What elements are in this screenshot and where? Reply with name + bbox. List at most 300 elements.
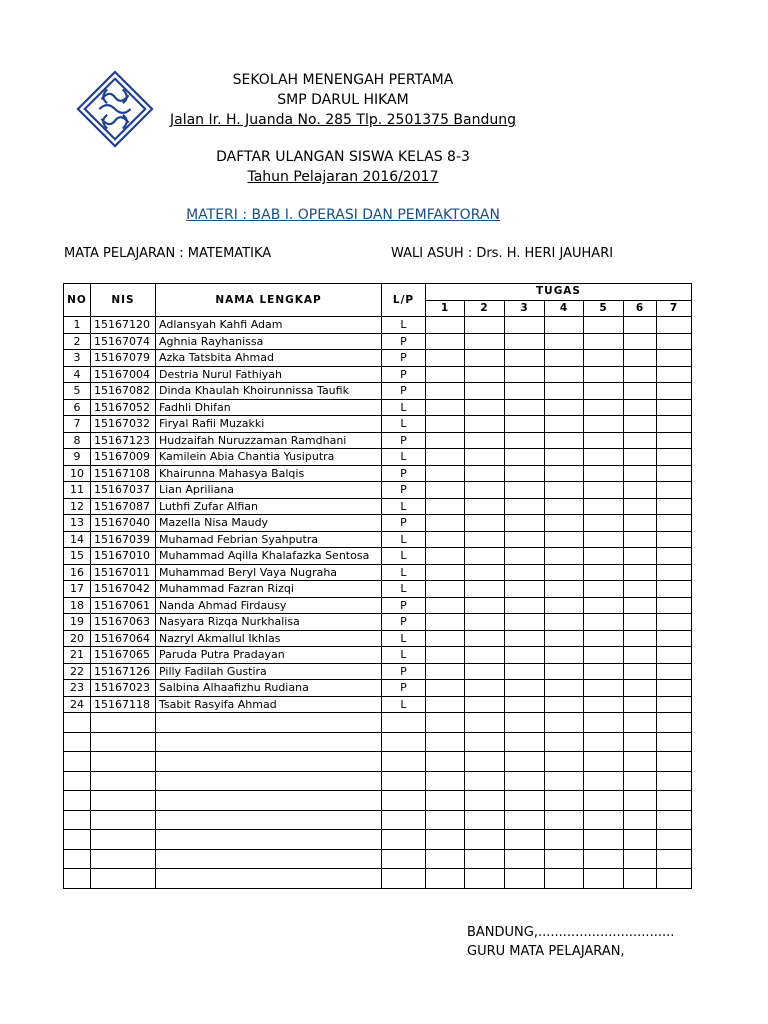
empty-cell [426, 791, 465, 811]
cell-nis: 15167079 [91, 350, 156, 367]
header-tugas-col: 4 [545, 300, 584, 317]
cell-nis: 15167087 [91, 498, 156, 515]
cell-tugas [545, 350, 584, 367]
empty-row [64, 713, 692, 733]
cell-tugas [505, 614, 545, 631]
cell-tugas [657, 564, 692, 581]
cell-nis: 15167023 [91, 680, 156, 697]
empty-cell [91, 732, 156, 752]
empty-cell [505, 791, 545, 811]
cell-tugas [624, 548, 657, 565]
cell-name: Pilly Fadilah Gustira [156, 663, 382, 680]
cell-tugas [584, 350, 624, 367]
cell-tugas [426, 614, 465, 631]
cell-tugas [657, 317, 692, 334]
cell-tugas [426, 647, 465, 664]
cell-nis: 15167082 [91, 383, 156, 400]
cell-nis: 15167032 [91, 416, 156, 433]
empty-cell [64, 752, 91, 772]
cell-gender: P [382, 333, 426, 350]
cell-gender: L [382, 548, 426, 565]
cell-nis: 15167118 [91, 696, 156, 713]
cell-gender: P [382, 482, 426, 499]
header-tugas-col: 5 [584, 300, 624, 317]
cell-tugas [584, 399, 624, 416]
cell-gender: L [382, 581, 426, 598]
cell-tugas [657, 366, 692, 383]
cell-gender: L [382, 399, 426, 416]
cell-gender: L [382, 630, 426, 647]
cell-tugas [545, 482, 584, 499]
cell-tugas [465, 647, 505, 664]
cell-tugas [545, 383, 584, 400]
cell-tugas [584, 498, 624, 515]
cell-tugas [624, 663, 657, 680]
empty-cell [584, 869, 624, 889]
cell-gender: P [382, 614, 426, 631]
table-row [64, 515, 692, 532]
cell-tugas [505, 696, 545, 713]
school-header [140, 70, 546, 130]
empty-cell [657, 791, 692, 811]
cell-tugas [545, 696, 584, 713]
cell-gender: P [382, 383, 426, 400]
cell-tugas [505, 515, 545, 532]
cell-no: 16 [64, 564, 91, 581]
cell-tugas [545, 548, 584, 565]
cell-tugas [465, 597, 505, 614]
empty-cell [91, 810, 156, 830]
empty-cell [91, 771, 156, 791]
empty-cell [156, 830, 382, 850]
cell-tugas [426, 630, 465, 647]
cell-name: Destria Nurul Fathiyah [156, 366, 382, 383]
table-row [64, 432, 692, 449]
cell-tugas [426, 416, 465, 433]
cell-tugas [584, 449, 624, 466]
homeroom-label: WALI ASUH : Drs. H. HERI JAUHARI [391, 246, 614, 261]
cell-tugas [545, 449, 584, 466]
cell-tugas [545, 680, 584, 697]
empty-cell [624, 752, 657, 772]
header-tugas-col: 3 [505, 300, 545, 317]
table-row [64, 564, 692, 581]
empty-cell [505, 752, 545, 772]
cell-tugas [624, 515, 657, 532]
cell-name: Nanda Ahmad Firdausy [156, 597, 382, 614]
cell-nis: 15167126 [91, 663, 156, 680]
cell-tugas [426, 350, 465, 367]
cell-nis: 15167061 [91, 597, 156, 614]
table-row [64, 449, 692, 466]
table-row [64, 531, 692, 548]
cell-tugas [624, 581, 657, 598]
cell-tugas [465, 449, 505, 466]
cell-tugas [624, 399, 657, 416]
empty-cell [156, 732, 382, 752]
cell-tugas [426, 449, 465, 466]
cell-no: 20 [64, 630, 91, 647]
empty-cell [156, 810, 382, 830]
cell-tugas [465, 366, 505, 383]
cell-tugas [505, 333, 545, 350]
cell-name: Muhammad Aqilla Khalafazka Sentosa [156, 548, 382, 565]
empty-cell [624, 732, 657, 752]
table-row [64, 548, 692, 565]
cell-tugas [584, 597, 624, 614]
cell-name: Muhammad Fazran Rizqi [156, 581, 382, 598]
cell-tugas [657, 548, 692, 565]
header-tugas-col: 2 [465, 300, 505, 317]
table-row [64, 350, 692, 367]
cell-tugas [584, 416, 624, 433]
cell-tugas [465, 432, 505, 449]
cell-gender: P [382, 663, 426, 680]
empty-cell [584, 752, 624, 772]
table-row [64, 465, 692, 482]
empty-cell [426, 771, 465, 791]
empty-cell [426, 849, 465, 869]
empty-cell [545, 810, 584, 830]
empty-cell [545, 869, 584, 889]
cell-tugas [465, 498, 505, 515]
empty-cell [584, 713, 624, 733]
cell-tugas [426, 564, 465, 581]
cell-no: 9 [64, 449, 91, 466]
cell-tugas [584, 663, 624, 680]
cell-tugas [465, 333, 505, 350]
cell-name: Luthfi Zufar Alfian [156, 498, 382, 515]
cell-tugas [657, 597, 692, 614]
cell-tugas [465, 383, 505, 400]
cell-gender: L [382, 564, 426, 581]
cell-tugas [426, 581, 465, 598]
table-row [64, 581, 692, 598]
cell-tugas [624, 465, 657, 482]
cell-tugas [465, 548, 505, 565]
cell-tugas [624, 680, 657, 697]
cell-no: 6 [64, 399, 91, 416]
signature-teacher: GURU MATA PELAJARAN, [467, 944, 625, 959]
empty-cell [426, 732, 465, 752]
cell-tugas [505, 449, 545, 466]
cell-nis: 15167042 [91, 581, 156, 598]
cell-gender: P [382, 680, 426, 697]
cell-tugas [465, 416, 505, 433]
cell-name: Tsabit Rasyifa Ahmad [156, 696, 382, 713]
cell-name: Firyal Rafii Muzakki [156, 416, 382, 433]
cell-tugas [426, 696, 465, 713]
cell-tugas [545, 498, 584, 515]
cell-tugas [505, 498, 545, 515]
cell-tugas [426, 531, 465, 548]
cell-tugas [624, 531, 657, 548]
cell-tugas [426, 432, 465, 449]
empty-cell [465, 732, 505, 752]
cell-name: Muhammad Beryl Vaya Nugraha [156, 564, 382, 581]
cell-tugas [505, 597, 545, 614]
empty-cell [382, 869, 426, 889]
cell-no: 22 [64, 663, 91, 680]
empty-cell [545, 849, 584, 869]
header-no: NO [64, 284, 91, 317]
cell-nis: 15167004 [91, 366, 156, 383]
cell-name: Azka Tatsbita Ahmad [156, 350, 382, 367]
empty-cell [64, 713, 91, 733]
cell-nis: 15167120 [91, 317, 156, 334]
cell-gender: P [382, 465, 426, 482]
cell-nis: 15167040 [91, 515, 156, 532]
cell-tugas [505, 383, 545, 400]
signature-city: BANDUNG,................................. [467, 925, 675, 940]
cell-tugas [545, 564, 584, 581]
empty-row [64, 732, 692, 752]
cell-no: 21 [64, 647, 91, 664]
cell-gender: L [382, 531, 426, 548]
cell-name: Adlansyah Kahfi Adam [156, 317, 382, 334]
empty-cell [584, 732, 624, 752]
cell-tugas [426, 663, 465, 680]
empty-cell [624, 713, 657, 733]
cell-tugas [465, 614, 505, 631]
cell-tugas [426, 317, 465, 334]
empty-cell [382, 713, 426, 733]
cell-tugas [505, 432, 545, 449]
cell-nis: 15167037 [91, 482, 156, 499]
table-row [64, 366, 692, 383]
cell-name: Muhamad Febrian Syahputra [156, 531, 382, 548]
table-row [64, 630, 692, 647]
cell-tugas [505, 647, 545, 664]
empty-cell [465, 713, 505, 733]
cell-tugas [624, 482, 657, 499]
empty-cell [156, 713, 382, 733]
cell-tugas [426, 333, 465, 350]
cell-tugas [465, 465, 505, 482]
empty-cell [91, 869, 156, 889]
cell-tugas [545, 366, 584, 383]
cell-no: 2 [64, 333, 91, 350]
cell-name: Nazryl Akmallul Ikhlas [156, 630, 382, 647]
empty-row [64, 771, 692, 791]
empty-cell [624, 869, 657, 889]
cell-tugas [505, 350, 545, 367]
empty-cell [64, 849, 91, 869]
cell-tugas [624, 366, 657, 383]
empty-cell [657, 752, 692, 772]
empty-cell [91, 830, 156, 850]
empty-cell [505, 713, 545, 733]
empty-cell [64, 771, 91, 791]
cell-tugas [584, 581, 624, 598]
cell-tugas [505, 663, 545, 680]
cell-tugas [545, 465, 584, 482]
cell-gender: L [382, 498, 426, 515]
empty-cell [64, 791, 91, 811]
table-row [64, 317, 692, 334]
cell-tugas [584, 564, 624, 581]
empty-cell [657, 732, 692, 752]
cell-no: 18 [64, 597, 91, 614]
cell-tugas [505, 366, 545, 383]
cell-name: Aghnia Rayhanissa [156, 333, 382, 350]
cell-tugas [505, 317, 545, 334]
cell-tugas [624, 317, 657, 334]
table-row [64, 399, 692, 416]
cell-tugas [584, 531, 624, 548]
cell-tugas [584, 630, 624, 647]
cell-name: Mazella Nisa Maudy [156, 515, 382, 532]
empty-cell [584, 849, 624, 869]
cell-name: Fadhli Dhifan [156, 399, 382, 416]
empty-cell [505, 810, 545, 830]
cell-gender: P [382, 366, 426, 383]
cell-no: 4 [64, 366, 91, 383]
cell-tugas [465, 564, 505, 581]
empty-cell [545, 791, 584, 811]
cell-tugas [657, 663, 692, 680]
cell-tugas [657, 333, 692, 350]
cell-name: Khairunna Mahasya Balqis [156, 465, 382, 482]
empty-cell [545, 771, 584, 791]
empty-row [64, 849, 692, 869]
cell-tugas [465, 399, 505, 416]
cell-tugas [624, 696, 657, 713]
subject-label: MATA PELAJARAN : MATEMATIKA [64, 246, 272, 261]
cell-tugas [624, 333, 657, 350]
header-name: NAMA LENGKAP [156, 284, 382, 317]
cell-tugas [426, 498, 465, 515]
empty-row [64, 830, 692, 850]
cell-tugas [584, 366, 624, 383]
cell-tugas [505, 416, 545, 433]
cell-tugas [624, 597, 657, 614]
cell-name: Dinda Khaulah Khoirunnissa Taufik [156, 383, 382, 400]
cell-tugas [465, 680, 505, 697]
empty-row [64, 869, 692, 889]
cell-tugas [657, 680, 692, 697]
empty-cell [584, 771, 624, 791]
cell-tugas [624, 614, 657, 631]
empty-cell [426, 713, 465, 733]
cell-tugas [505, 680, 545, 697]
empty-cell [657, 849, 692, 869]
cell-tugas [505, 581, 545, 598]
cell-tugas [505, 630, 545, 647]
cell-tugas [584, 333, 624, 350]
cell-name: Paruda Putra Pradayan [156, 647, 382, 664]
empty-cell [156, 752, 382, 772]
empty-cell [545, 752, 584, 772]
empty-cell [156, 791, 382, 811]
cell-tugas [624, 350, 657, 367]
cell-no: 15 [64, 548, 91, 565]
cell-tugas [465, 515, 505, 532]
cell-no: 12 [64, 498, 91, 515]
cell-tugas [657, 482, 692, 499]
cell-gender: L [382, 449, 426, 466]
empty-cell [426, 869, 465, 889]
empty-cell [382, 752, 426, 772]
cell-tugas [545, 515, 584, 532]
empty-cell [584, 791, 624, 811]
cell-tugas [426, 383, 465, 400]
empty-cell [382, 830, 426, 850]
cell-tugas [657, 531, 692, 548]
cell-gender: P [382, 432, 426, 449]
cell-tugas [657, 432, 692, 449]
cell-no: 8 [64, 432, 91, 449]
doc-title: DAFTAR ULANGAN SISWA KELAS 8-3 [216, 149, 470, 165]
cell-tugas [545, 581, 584, 598]
empty-cell [64, 830, 91, 850]
cell-tugas [657, 416, 692, 433]
cell-gender: P [382, 597, 426, 614]
cell-tugas [465, 630, 505, 647]
cell-no: 19 [64, 614, 91, 631]
cell-gender: L [382, 696, 426, 713]
cell-tugas [505, 465, 545, 482]
cell-tugas [505, 531, 545, 548]
cell-tugas [465, 482, 505, 499]
cell-tugas [426, 548, 465, 565]
cell-nis: 15167123 [91, 432, 156, 449]
empty-cell [657, 830, 692, 850]
cell-tugas [545, 317, 584, 334]
empty-cell [657, 771, 692, 791]
cell-no: 7 [64, 416, 91, 433]
cell-tugas [624, 647, 657, 664]
cell-tugas [426, 680, 465, 697]
cell-name: Hudzaifah Nuruzzaman Ramdhani [156, 432, 382, 449]
materi-title: MATERI : BAB I. OPERASI DAN PEMFAKTORAN [186, 207, 500, 223]
cell-nis: 15167065 [91, 647, 156, 664]
school-type: SEKOLAH MENENGAH PERTAMA [232, 72, 454, 88]
cell-name: Salbina Alhaafizhu Rudiana [156, 680, 382, 697]
cell-tugas [545, 416, 584, 433]
empty-cell [545, 713, 584, 733]
cell-name: Nasyara Rizqa Nurkhalisa [156, 614, 382, 631]
cell-no: 24 [64, 696, 91, 713]
cell-tugas [657, 696, 692, 713]
empty-cell [465, 869, 505, 889]
empty-cell [91, 791, 156, 811]
cell-name: Kamilein Abia Chantia Yusiputra [156, 449, 382, 466]
empty-cell [156, 771, 382, 791]
cell-tugas [465, 531, 505, 548]
cell-tugas [624, 564, 657, 581]
empty-cell [505, 869, 545, 889]
cell-tugas [624, 416, 657, 433]
empty-cell [657, 713, 692, 733]
empty-cell [465, 810, 505, 830]
cell-tugas [505, 482, 545, 499]
cell-tugas [505, 399, 545, 416]
cell-tugas [657, 647, 692, 664]
cell-no: 3 [64, 350, 91, 367]
cell-nis: 15167011 [91, 564, 156, 581]
cell-tugas [426, 482, 465, 499]
cell-tugas [545, 531, 584, 548]
cell-tugas [584, 696, 624, 713]
cell-no: 11 [64, 482, 91, 499]
cell-tugas [545, 432, 584, 449]
empty-cell [584, 810, 624, 830]
cell-tugas [624, 498, 657, 515]
cell-nis: 15167039 [91, 531, 156, 548]
cell-name: Lian Apriliana [156, 482, 382, 499]
header-tugas: TUGAS [426, 284, 692, 301]
